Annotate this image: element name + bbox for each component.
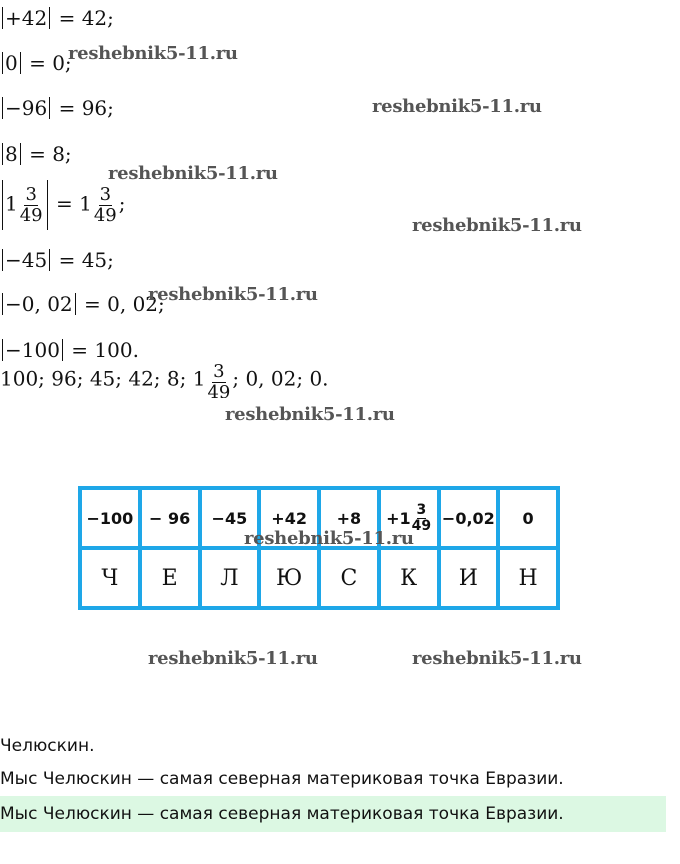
table-number-cell: +42 <box>261 490 317 546</box>
abs-value-inner: −100 <box>5 338 60 362</box>
math-line-6 <box>0 248 114 272</box>
math-line-4 <box>0 142 72 166</box>
abs-value-result: = 96; <box>58 96 114 120</box>
table-number-cell: −45 <box>202 490 258 546</box>
fraction: $\frac{3}{49}$ <box>19 183 43 226</box>
table-letter-cell: К <box>381 550 437 606</box>
math-line-9-ordered-list <box>0 362 329 398</box>
table-number-cell: −0,02 <box>441 490 497 546</box>
abs-value-inner: −0, 02 <box>5 292 73 316</box>
abs-value-inner: −45 <box>5 248 48 272</box>
table-letter-cell: Л <box>202 550 258 606</box>
table-letter-cell: Е <box>142 550 198 606</box>
abs-value-inner: +42 <box>5 6 48 30</box>
table-letter-cell: С <box>321 550 377 606</box>
fact-text-highlighted: Мыс Челюскин — самая северная материковая точка Евразии. <box>0 804 564 824</box>
line-end: ; <box>118 191 126 216</box>
abs-value-result: = 8; <box>29 142 72 166</box>
watermark: reshebnik5-11.ru <box>148 648 318 669</box>
math-line-3 <box>0 96 114 120</box>
math-line-2 <box>0 51 72 75</box>
abs-value-inner: 8 <box>5 142 18 166</box>
ordered-values-end: ; 0, 02; 0. <box>232 366 329 391</box>
fraction-result: $\frac{3}{49}$ <box>93 183 117 226</box>
watermark: reshebnik5-11.ru <box>412 215 582 236</box>
abs-value-result: = 42; <box>58 6 114 30</box>
watermark: reshebnik5-11.ru <box>225 404 395 425</box>
watermark: reshebnik5-11.ru <box>148 284 318 305</box>
fact-text: Мыс Челюскин — самая северная материковая точка Евразии. <box>0 769 564 789</box>
abs-value-inner: −96 <box>5 96 48 120</box>
mixed-whole: 1 <box>5 191 18 216</box>
watermark: reshebnik5-11.ru <box>244 528 414 549</box>
ordered-values-start: 100; 96; 45; 42; 8; 1 <box>0 366 206 391</box>
answer-word: Челюскин. <box>0 736 95 756</box>
table-number-cell: −100 <box>82 490 138 546</box>
math-line-5 <box>0 180 126 230</box>
table-letter-cell: Н <box>500 550 556 606</box>
watermark: reshebnik5-11.ru <box>412 648 582 669</box>
abs-value-result: = 45; <box>58 248 114 272</box>
table-number-cell: +1 $\frac{3}{49}$ <box>381 490 437 546</box>
abs-value-result: = 0; <box>29 51 72 75</box>
equals-whole: = 1 <box>56 191 92 216</box>
table-number-cell: − 96 <box>142 490 198 546</box>
table-letter-cell: Ю <box>261 550 317 606</box>
table-letter-cell: И <box>441 550 497 606</box>
watermark: reshebnik5-11.ru <box>372 96 542 117</box>
table-letter-cell: Ч <box>82 550 138 606</box>
abs-value-result: = 100. <box>71 338 139 362</box>
abs-value-result: = 0, 02; <box>84 292 165 316</box>
math-line-7 <box>0 292 165 316</box>
watermark: reshebnik5-11.ru <box>68 43 238 64</box>
table-number-cell: +8 <box>321 490 377 546</box>
table-number-cell: 0 <box>500 490 556 546</box>
fraction: $\frac{3}{49}$ <box>207 361 231 398</box>
watermark: reshebnik5-11.ru <box>108 163 278 184</box>
abs-value-inner: 0 <box>5 51 18 75</box>
math-line-8 <box>0 338 139 362</box>
math-line-1 <box>0 6 114 30</box>
